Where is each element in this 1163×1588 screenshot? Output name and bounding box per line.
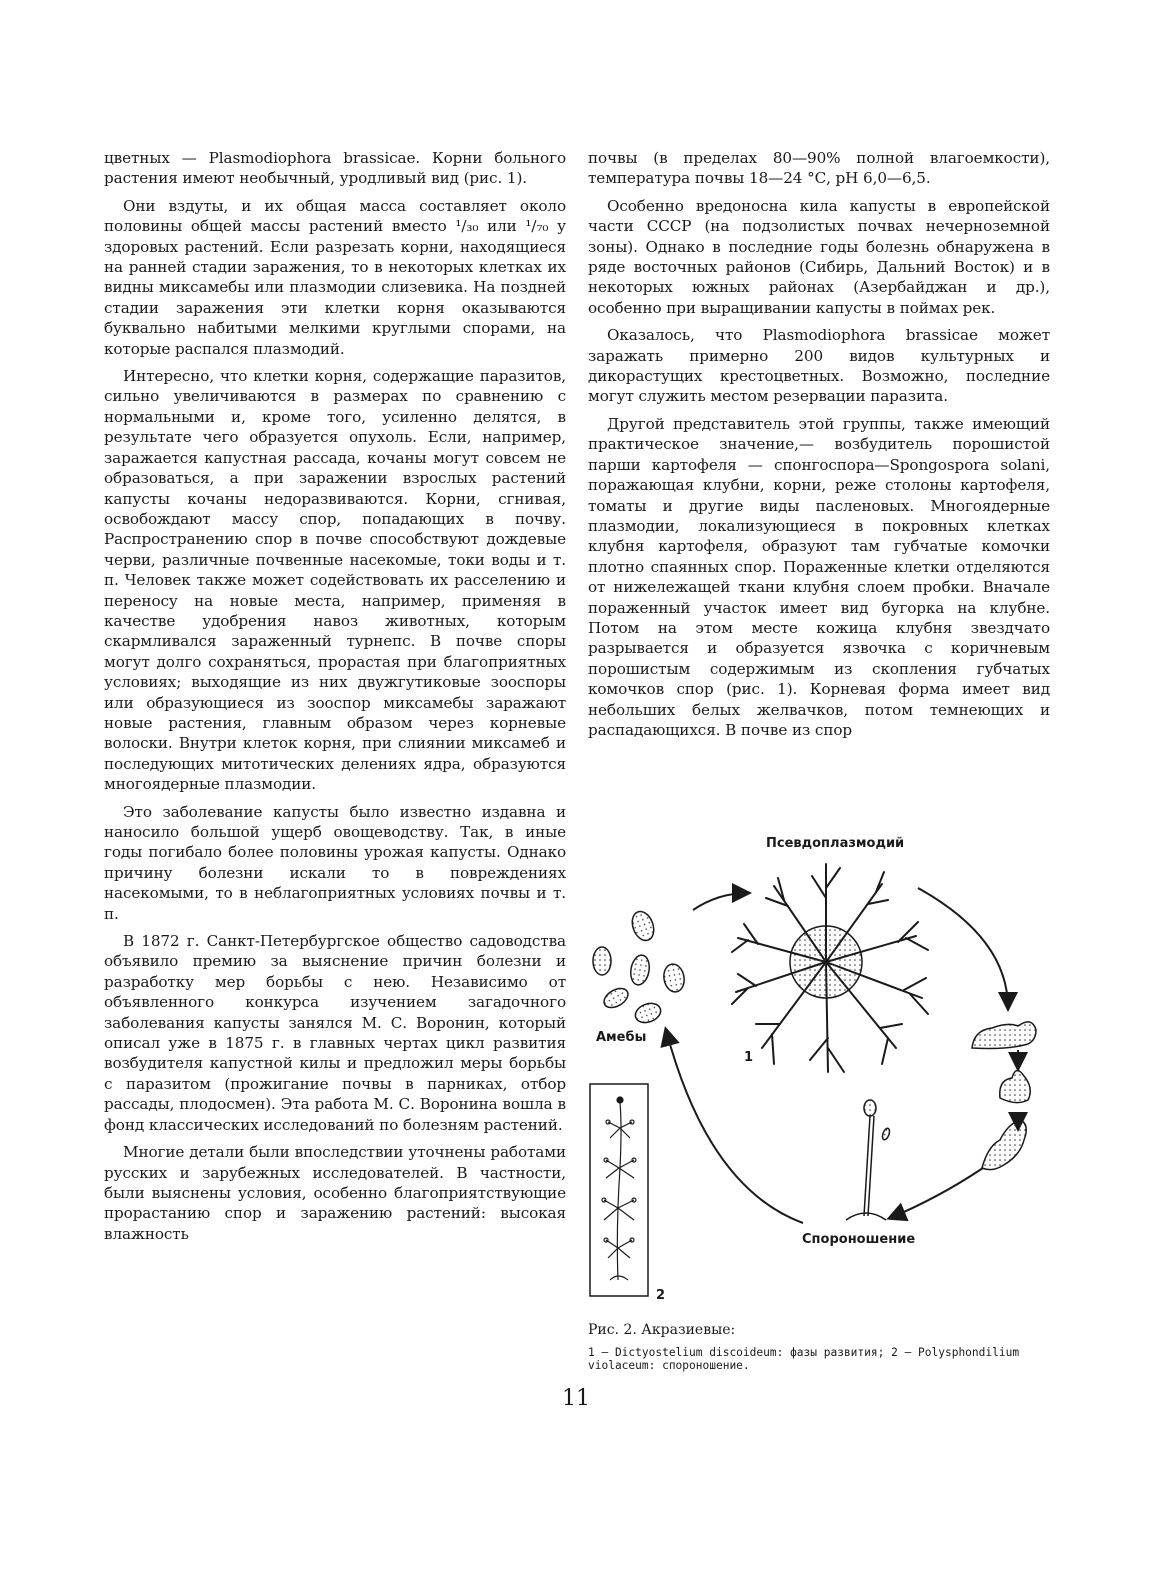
paragraph-6: Многие детали были впоследствии уточнены работами русских и зарубежных исследователей. В частности, были выяснены условия, особенно благоприятствующие прорастанию спор и заражению растений: высокая влажность (104, 1143, 566, 1243)
paragraph-7: почвы (в пределах 80—90% полной влагоемкости), температура почвы 18—24 °С, pH 6,0—6,5. (588, 149, 1050, 188)
polysphondilium-illustration (602, 1097, 636, 1280)
label-sporulation: Спороношение (802, 1232, 916, 1247)
figure-acrasiales-life-cycle (588, 828, 1048, 1368)
fruiting-body-illustration (846, 1100, 891, 1220)
label-number-1: 1 (744, 1050, 754, 1065)
right-text-column (588, 148, 1050, 747)
slug-stages-illustration (972, 1022, 1036, 1170)
left-text-column (104, 148, 566, 1251)
page-number: 11 (562, 1386, 590, 1411)
label-amoebae: Амебы (596, 1030, 647, 1045)
label-pseudoplasmodium: Псевдоплазмодий (766, 836, 905, 851)
figure-caption-title: Рис. 2. Акразиевые: (588, 1322, 736, 1338)
paragraph-8: Особенно вредоносна кила капусты в европейской части СССР (на подзолистых почвах нечерноземной зоны). Однако в последние годы болезнь обнаружена в ряде восточных районов (Сибирь, Дальний Восток) и в некоторых южных районах (Азербайджан и др.), особенно при выращивании капусты в поймах рек. (588, 196, 1050, 317)
paragraph-5: В 1872 г. Санкт-Петербургское общество садоводства объявило премию за выяснение причин болезни и разработку мер борьбы с нею. Независимо от объявленного конкурса изучением загадочного заболевания капусты занялся М. С. Воронин, который описал уже в 1875 г. в главных чертах цикл развития возбудителя капустной килы и предложил меры борьбы с паразитом (прожигание почвы в парниках, отбор рассады, плодосмен). Эта работа М. С. Воронина вошла в фонд классических исследований по болезням растений. (104, 932, 566, 1134)
paragraph-10: Другой представитель этой группы, также имеющий практическое значение,— возбудитель порошистой парши картофеля — спонгоспора—Spongospora solani, поражающая клубни, корни, реже столоны картофеля, томаты и другие виды пасленовых. Многоядерные плазмодии, локализующиеся в покровных клетках клубня картофеля, образуют там губчатые комочки плотно спаянных спор. Пораженные клетки отделяются от нижележащей ткани клубня слоем пробки. Вначале пораженный участок имеет вид бугорка на клубне. Потом на этом месте кожица клубня звездчато разрывается и образуется язвочка с коричневым порошистым содержимым из скопления губчатых комочков спор (рис. 1). Корневая форма имеет вид небольших белых желвачков, потом темнеющих и распадающихся. В почве из спор (588, 414, 1050, 739)
paragraph-4: Это заболевание капусты было известно издавна и наносило большой ущерб овощеводству. Так, в иные годы погибало более половины урожая капусты. Однако причину болезни искали то в повреждениях насекомыми, то в неблагоприятных условиях почвы и т. п. (104, 802, 566, 923)
paragraph-2: Они вздуты, и их общая масса составляет около половины общей массы растений вместо ¹/₃₀ или ¹/₇₀ у здоровых растений. Если разрезать корни, находящиеся на ранней стадии заражения, то в некоторых клетках их видны миксамебы или плазмодии слизевика. На поздней стадии заражения эти клетки корня оказываются буквально набитыми мелкими круглыми спорами, на которые распался плазмодий. (104, 196, 566, 358)
amoebae-illustration (593, 908, 686, 1025)
paragraph-9: Оказалось, что Plasmodiophora brassicae может заражать примерно 200 видов культурных и дикорастущих крестоцветных. Возможно, последние могут служить местом резервации паразита. (588, 326, 1050, 406)
pseudoplasmodium-center (790, 926, 862, 998)
life-cycle-illustration (588, 828, 1048, 1328)
paragraph-3: Интересно, что клетки корня, содержащие паразитов, сильно увеличиваются в размерах по сравнению с нормальными и, кроме того, усиленно делятся, в результате чего образуется опухоль. Если, например, заражается капустная рассада, кочаны могут совсем не образоваться, а при заражении взрослых растений капусты кочаны недоразвиваются. Корни, сгнивая, освобождают массу спор, попадающих в почву. Распространению спор в почве способствуют дождевые черви, различные почвенные насекомые, токи воды и т. п. Человек также может содействовать их расселению и переносу на новые места, например, применяя в качестве удобрения навоз животных, которым скармливался зараженный турнепс. В почве споры могут долго сохраняться, прорастая при благоприятных условиях; выходящие из них двужгутиковые зооспоры или образующиеся из зооспор миксамебы заражают новые растения, главным образом через корневые волоски. Внутри клеток корня, при слиянии миксамеб и последующих митотических делениях ядра, образуются многоядерные плазмодии. (104, 367, 566, 794)
label-number-2: 2 (656, 1288, 666, 1303)
figure-caption-text: 1 — Dictyostelium discoideum: фазы развития; 2 — Polysphondilium violaceum: спороношение. (588, 1346, 1020, 1372)
paragraph-1: цветных — Plasmodiophora brassicae. Корни больного растения имеют необычный, уродливый вид (рис. 1). (104, 149, 566, 188)
